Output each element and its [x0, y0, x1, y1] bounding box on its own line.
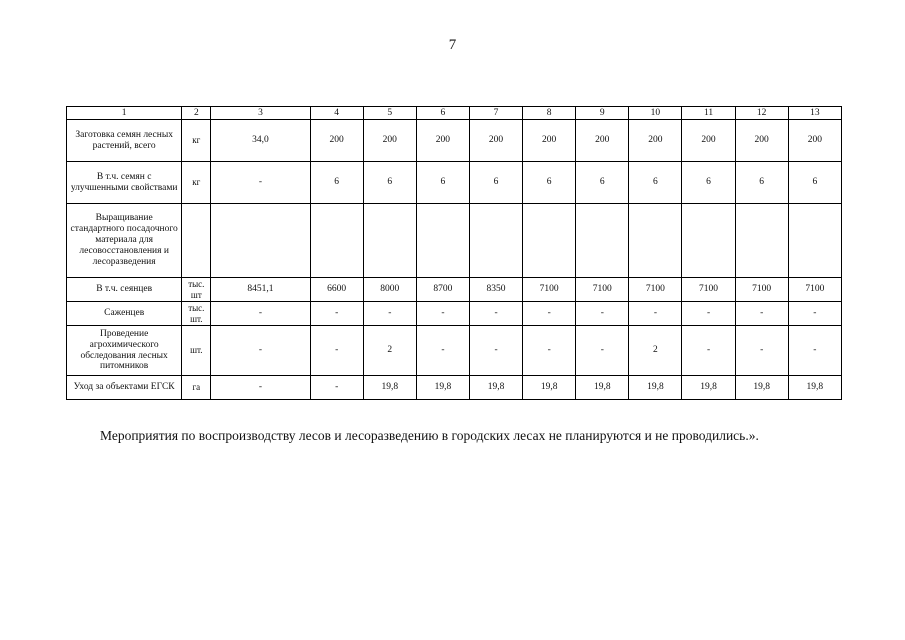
table-cell — [363, 204, 416, 278]
table-cell: 19,8 — [469, 376, 522, 400]
table-cell: - — [735, 326, 788, 376]
table-cell: 2 — [629, 326, 682, 376]
row-unit: тыс. шт — [182, 278, 211, 302]
table-cell: 7100 — [576, 278, 629, 302]
column-header: 11 — [682, 107, 735, 120]
table-cell: - — [788, 326, 841, 376]
table-cell: 34,0 — [211, 120, 310, 162]
table-cell — [682, 204, 735, 278]
row-unit: шт. — [182, 326, 211, 376]
table-cell: - — [211, 162, 310, 204]
row-name: В т.ч. семян с улучшенными свойствами — [67, 162, 182, 204]
table-cell: 6 — [310, 162, 363, 204]
table-cell: 6 — [629, 162, 682, 204]
table-cell: 200 — [523, 120, 576, 162]
table-cell: - — [211, 326, 310, 376]
table-cell: - — [523, 302, 576, 326]
table-cell: 200 — [576, 120, 629, 162]
header-row — [67, 107, 842, 120]
column-header: 6 — [416, 107, 469, 120]
column-header: 9 — [576, 107, 629, 120]
table-row — [67, 120, 842, 162]
table-cell: 6 — [788, 162, 841, 204]
table-cell — [788, 204, 841, 278]
table-cell: 200 — [469, 120, 522, 162]
row-unit — [182, 204, 211, 278]
table-row — [67, 204, 842, 278]
row-name: Выращивание стандартного посадочного материала для лесовосстановления и лесоразведения — [67, 204, 182, 278]
table-cell: - — [629, 302, 682, 326]
table-cell: 200 — [416, 120, 469, 162]
table-cell — [416, 204, 469, 278]
table-cell — [629, 204, 682, 278]
table-cell: 6600 — [310, 278, 363, 302]
table-row — [67, 302, 842, 326]
page-number: 7 — [448, 37, 457, 53]
column-header: 13 — [788, 107, 841, 120]
table-cell: - — [469, 302, 522, 326]
table-cell: - — [735, 302, 788, 326]
table-cell: 200 — [788, 120, 841, 162]
table-cell — [310, 204, 363, 278]
table-cell: - — [211, 302, 310, 326]
table-cell: 19,8 — [735, 376, 788, 400]
table-cell: 19,8 — [416, 376, 469, 400]
column-header: 7 — [469, 107, 522, 120]
row-unit: кг — [182, 120, 211, 162]
table-cell: - — [363, 302, 416, 326]
column-header: 10 — [629, 107, 682, 120]
table-cell: 19,8 — [682, 376, 735, 400]
row-unit: га — [182, 376, 211, 400]
row-name: Заготовка семян лесных растений, всего — [67, 120, 182, 162]
table-cell — [523, 204, 576, 278]
table-row — [67, 376, 842, 400]
table-cell: - — [310, 326, 363, 376]
table-cell: - — [788, 302, 841, 326]
table-cell: 8000 — [363, 278, 416, 302]
table-cell — [735, 204, 788, 278]
table-cell: 6 — [523, 162, 576, 204]
table-cell: 7100 — [682, 278, 735, 302]
table-cell: 6 — [416, 162, 469, 204]
table-cell: 19,8 — [576, 376, 629, 400]
table-cell: 200 — [735, 120, 788, 162]
table-cell: 6 — [469, 162, 522, 204]
table-cell: 6 — [363, 162, 416, 204]
table-cell: 6 — [576, 162, 629, 204]
table-cell: 6 — [682, 162, 735, 204]
column-header: 1 — [67, 107, 182, 120]
table-cell: - — [469, 326, 522, 376]
row-unit: тыс. шт. — [182, 302, 211, 326]
table-cell: 19,8 — [363, 376, 416, 400]
table-cell: 200 — [310, 120, 363, 162]
table-cell: - — [576, 302, 629, 326]
table-cell: 200 — [629, 120, 682, 162]
table-cell: - — [416, 326, 469, 376]
table-cell: - — [416, 302, 469, 326]
table-cell: 2 — [363, 326, 416, 376]
table-cell: 8451,1 — [211, 278, 310, 302]
table-cell — [469, 204, 522, 278]
column-header: 8 — [523, 107, 576, 120]
table-cell: 19,8 — [629, 376, 682, 400]
column-header: 4 — [310, 107, 363, 120]
row-unit: кг — [182, 162, 211, 204]
row-name: В т.ч. сеянцев — [67, 278, 182, 302]
row-name: Проведение агрохимического обследования лесных питомников — [67, 326, 182, 376]
table-row — [67, 278, 842, 302]
table-cell: 7100 — [523, 278, 576, 302]
table-cell: - — [523, 326, 576, 376]
table-cell: 200 — [682, 120, 735, 162]
row-name: Уход за объектами ЕГСК — [67, 376, 182, 400]
table-cell: - — [211, 376, 310, 400]
table-cell: - — [310, 376, 363, 400]
table-cell: 7100 — [629, 278, 682, 302]
column-header: 3 — [211, 107, 310, 120]
forest-reproduction-table — [66, 106, 842, 400]
footnote-text: Мероприятия по воспроизводству лесов и лесоразведению в городских лесах не планируются и не проводились.». — [100, 428, 759, 443]
table-cell: - — [576, 326, 629, 376]
table-cell: 8350 — [469, 278, 522, 302]
table-cell: - — [682, 302, 735, 326]
table-cell: - — [682, 326, 735, 376]
row-name: Саженцев — [67, 302, 182, 326]
table-cell: 7100 — [735, 278, 788, 302]
table-row — [67, 326, 842, 376]
table-cell: 19,8 — [788, 376, 841, 400]
table-cell: 19,8 — [523, 376, 576, 400]
column-header: 2 — [182, 107, 211, 120]
table-cell: 6 — [735, 162, 788, 204]
column-header: 5 — [363, 107, 416, 120]
table-cell: 8700 — [416, 278, 469, 302]
column-header: 12 — [735, 107, 788, 120]
table-row — [67, 162, 842, 204]
table-cell: 200 — [363, 120, 416, 162]
table-cell: - — [310, 302, 363, 326]
table-cell: 7100 — [788, 278, 841, 302]
table-cell — [211, 204, 310, 278]
table-cell — [576, 204, 629, 278]
